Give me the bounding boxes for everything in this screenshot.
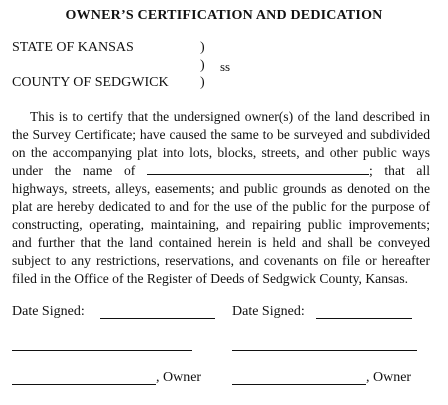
venue-paren-3: ) <box>200 75 205 90</box>
venue-paren-1: ) <box>200 40 205 55</box>
owner-label-right: , Owner <box>366 370 412 385</box>
owner-line-left[interactable] <box>12 384 156 385</box>
date-signed-line-left[interactable] <box>100 318 215 319</box>
document-title: OWNER’S CERTIFICATION AND DEDICATION <box>65 8 383 23</box>
state-caption: STATE OF KANSAS <box>12 40 134 55</box>
certification-text-part1: This is to certify that the undersigned owner(s) of the land described in the Survey Certificate; have caused the same to be surveyed and subdivided on the accompanying plat into lots, blocks, streets, and other public ways under the name of <box>12 109 430 178</box>
venue-paren-2: ) <box>200 58 205 73</box>
date-signed-label-left: Date Signed: <box>12 304 85 319</box>
certification-text-part2: that all highways, streets, alleys, easements; and public grounds as denoted on the plat are hereby dedicated to and for the use of the public for the purpose of constructing, operating, maintaining, and repairing public improvements; and further that the land contained herein is held and shall be conveyed subject to any restrictions, reservations, and covenants on file or hereafter filed in the Office of the Register of Deeds of Sedgwick County, Kansas. <box>12 163 430 286</box>
owner-line-right[interactable] <box>232 384 366 385</box>
plat-name-line[interactable] <box>147 162 369 175</box>
signature-line-right[interactable] <box>232 350 417 351</box>
date-signed-line-right[interactable] <box>316 318 412 319</box>
signature-line-left[interactable] <box>12 350 192 351</box>
ss-mark: ss <box>220 59 231 74</box>
county-caption: COUNTY OF SEDGWICK <box>12 75 169 90</box>
certification-paragraph <box>12 108 430 288</box>
semicolon: ; <box>368 163 373 178</box>
date-signed-label-right: Date Signed: <box>232 304 305 319</box>
owner-label-left: , Owner <box>156 370 202 385</box>
